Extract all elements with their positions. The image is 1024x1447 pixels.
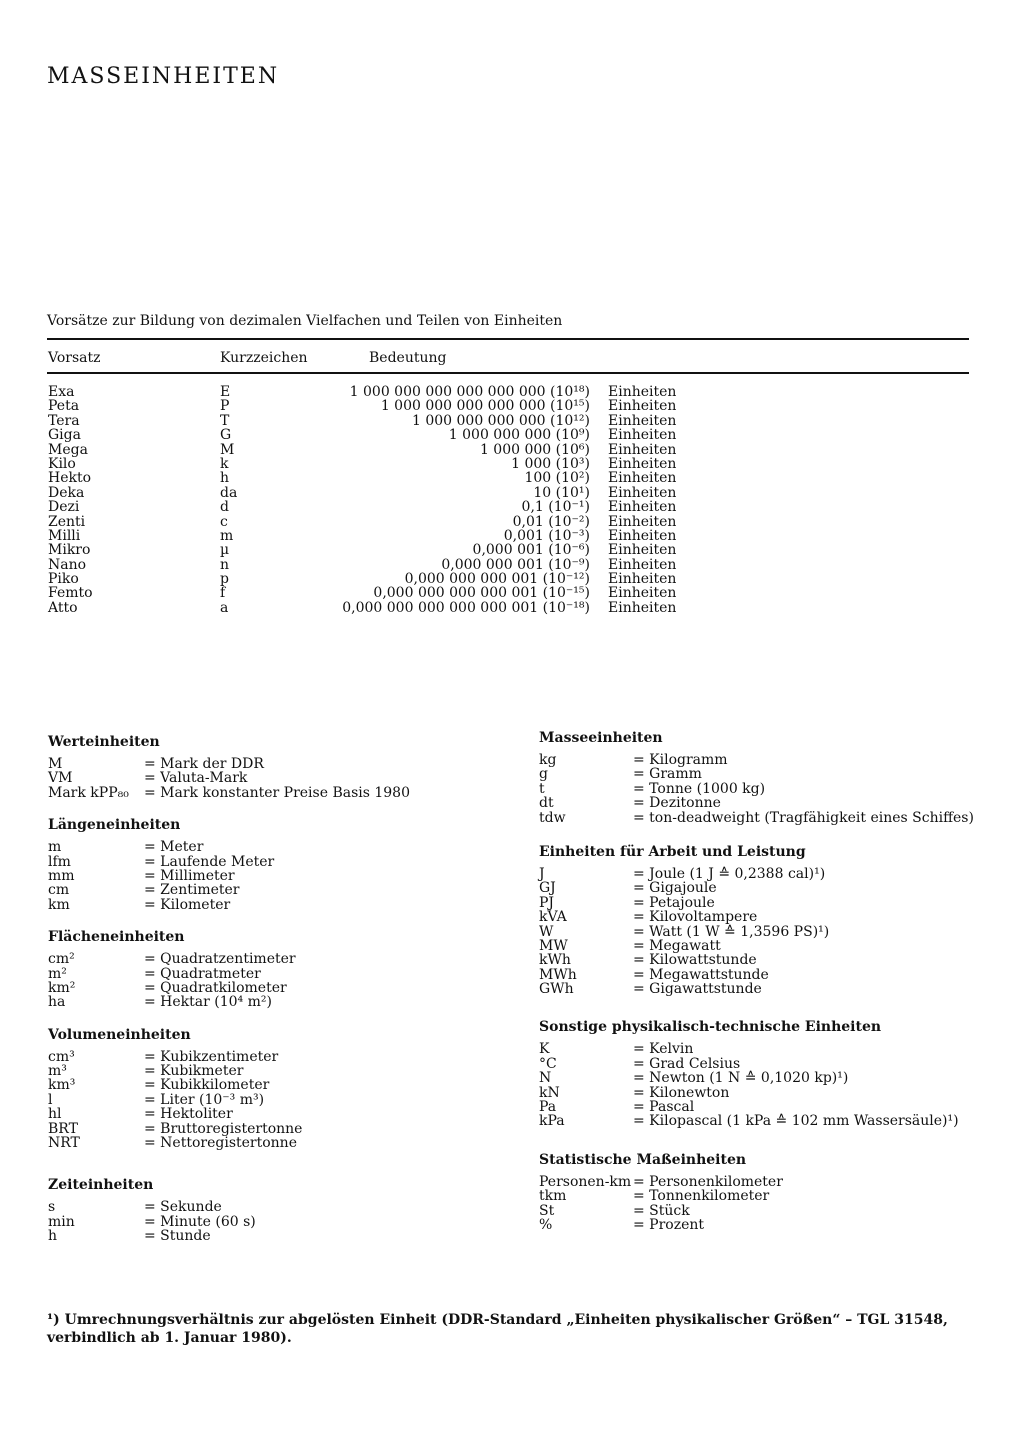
unit-description: = Kubikzentimeter <box>144 1048 279 1065</box>
header-kurzzeichen: Kurzzeichen <box>220 350 308 366</box>
prefix-symbol: d <box>220 499 229 516</box>
unit-description: = Sekunde <box>144 1199 222 1216</box>
list-item <box>539 1175 979 1189</box>
list-item <box>48 995 468 1009</box>
list-item <box>539 939 979 953</box>
unit-section <box>48 1026 468 1151</box>
unit-symbol: N <box>539 1070 552 1087</box>
prefix-symbol: E <box>220 384 231 400</box>
prefix-unit: Einheiten <box>608 571 677 588</box>
list-item <box>48 1122 468 1136</box>
unit-description: = Gigawattstunde <box>633 981 762 998</box>
unit-section <box>539 1018 979 1128</box>
unit-section <box>48 1176 468 1243</box>
unit-symbol: GJ <box>539 880 556 897</box>
unit-symbol: s <box>48 1199 56 1216</box>
prefix-name: Giga <box>48 427 81 444</box>
unit-description: = Watt (1 W ≙ 1,3596 PS)¹) <box>633 923 830 940</box>
unit-symbol: km³ <box>48 1077 76 1094</box>
list-item <box>48 786 468 800</box>
right-unit-column <box>539 729 979 1232</box>
unit-section <box>539 729 979 825</box>
list-item <box>539 896 979 910</box>
prefix-meaning: 1 000 000 (10⁶) <box>479 441 590 458</box>
unit-description: = Dezitonne <box>633 795 721 812</box>
prefix-name: Mega <box>48 441 88 458</box>
list-item <box>48 967 468 981</box>
unit-section <box>539 1151 979 1233</box>
list-item <box>539 1057 979 1071</box>
unit-symbol: BRT <box>48 1120 78 1137</box>
unit-description: = Tonne (1000 kg) <box>633 780 766 797</box>
unit-section <box>48 816 468 912</box>
unit-description: = Valuta-Mark <box>144 770 248 787</box>
unit-symbol: Mark kPP₈₀ <box>48 784 129 801</box>
unit-symbol: W <box>539 923 554 940</box>
unit-description: = Pascal <box>633 1099 695 1116</box>
unit-description: = Kilopascal (1 kPa ≙ 102 mm Wassersäule)¹) <box>633 1113 959 1130</box>
list-item <box>48 1064 468 1078</box>
unit-description: = Meter <box>144 839 204 856</box>
list-item <box>48 1107 468 1121</box>
prefix-name: Nano <box>48 556 87 573</box>
prefix-symbol: P <box>220 398 230 415</box>
unit-description: = ton-deadweight (Tragfähigkeit eines Schiffes) <box>633 809 974 826</box>
unit-description: = Kubikmeter <box>144 1063 244 1080</box>
list-item <box>48 1078 468 1092</box>
prefix-meaning: 0,1 (10⁻¹) <box>521 499 590 516</box>
unit-section <box>539 843 979 997</box>
unit-description: = Prozent <box>633 1216 705 1233</box>
list-item <box>539 1189 979 1203</box>
unit-description: = Mark der DDR <box>144 756 264 772</box>
prefix-meaning: 1 000 000 000 000 (10¹²) <box>411 412 590 429</box>
unit-description: = Kilowattstunde <box>633 952 757 969</box>
unit-section <box>48 928 468 1010</box>
prefix-unit: Einheiten <box>608 384 677 400</box>
unit-symbol: l <box>48 1091 53 1108</box>
prefix-meaning: 1 000 000 000 000 000 (10¹⁵) <box>380 398 590 415</box>
prefix-name: Milli <box>48 527 81 544</box>
prefix-unit: Einheiten <box>608 427 677 444</box>
list-item <box>48 1215 468 1229</box>
unit-description: = Gramm <box>633 766 702 783</box>
list-item <box>48 771 468 785</box>
prefix-unit: Einheiten <box>608 470 677 487</box>
unit-symbol: kN <box>539 1084 560 1101</box>
unit-description: = Nettoregistertonne <box>144 1135 297 1152</box>
prefix-symbol: G <box>220 427 232 444</box>
list-item <box>48 981 468 995</box>
prefix-meaning: 0,000 000 000 000 001 (10⁻¹⁵) <box>373 585 590 602</box>
table-row <box>0 515 1024 529</box>
prefix-meaning: 0,000 001 (10⁻⁶) <box>472 542 590 559</box>
prefix-table-caption: Vorsätze zur Bildung von dezimalen Vielfachen und Teilen von Einheiten <box>47 313 563 329</box>
prefix-symbol: c <box>220 513 228 530</box>
unit-symbol: m³ <box>48 1063 67 1080</box>
unit-description: = Liter (10⁻³ m³) <box>144 1091 265 1108</box>
list-item <box>48 1136 468 1150</box>
prefix-meaning: 1 000 000 000 000 000 000 (10¹⁸) <box>349 384 590 400</box>
section-title: Volumeneinheiten <box>48 1026 191 1043</box>
list-item <box>539 1218 979 1232</box>
unit-description: = Quadratkilometer <box>144 979 287 996</box>
table-row <box>0 399 1024 413</box>
list-item <box>539 811 979 825</box>
table-row <box>0 572 1024 586</box>
list-item <box>539 925 979 939</box>
header-bedeutung: Bedeutung <box>369 350 447 366</box>
prefix-name: Mikro <box>48 542 91 559</box>
list-item <box>48 1229 468 1243</box>
unit-symbol: cm² <box>48 951 75 968</box>
unit-symbol: cm³ <box>48 1048 75 1065</box>
unit-symbol: °C <box>539 1055 557 1072</box>
page-title: MASSEINHEITEN <box>47 64 280 89</box>
unit-description: = Newton (1 N ≙ 0,1020 kp)¹) <box>633 1070 849 1087</box>
table-row <box>0 486 1024 500</box>
unit-symbol: lfm <box>48 853 71 870</box>
list-item <box>539 1086 979 1100</box>
unit-symbol: dt <box>539 795 554 812</box>
unit-symbol: g <box>539 766 548 783</box>
unit-description: = Hektar (10⁴ m²) <box>144 994 272 1011</box>
list-item <box>48 869 468 883</box>
prefix-meaning: 100 (10²) <box>524 470 590 487</box>
table-top-rule <box>47 338 969 340</box>
unit-description: = Megawatt <box>633 937 721 954</box>
unit-description: = Minute (60 s) <box>144 1213 256 1230</box>
prefix-meaning: 1 000 (10³) <box>511 455 590 472</box>
unit-description: = Zentimeter <box>144 882 240 899</box>
header-vorsatz: Vorsatz <box>48 350 101 366</box>
table-row <box>0 558 1024 572</box>
unit-symbol: hl <box>48 1106 62 1123</box>
list-item <box>539 1204 979 1218</box>
unit-description: = Laufende Meter <box>144 853 275 870</box>
unit-symbol: PJ <box>539 894 555 911</box>
unit-description: = Megawattstunde <box>633 966 769 983</box>
list-item <box>539 910 979 924</box>
unit-symbol: mm <box>48 867 75 884</box>
list-item <box>539 953 979 967</box>
unit-symbol: tkm <box>539 1188 567 1205</box>
prefix-name: Exa <box>48 384 75 400</box>
prefix-unit: Einheiten <box>608 599 677 616</box>
prefix-symbol: T <box>220 412 230 429</box>
unit-description: = Stunde <box>144 1228 211 1245</box>
prefix-meaning: 0,000 000 000 000 000 001 (10⁻¹⁸) <box>342 599 590 616</box>
prefix-unit: Einheiten <box>608 542 677 559</box>
unit-symbol: kg <box>539 752 557 768</box>
unit-description: = Millimeter <box>144 867 235 884</box>
unit-symbol: kVA <box>539 909 567 926</box>
list-item <box>48 855 468 869</box>
prefix-meaning: 10 (10¹) <box>533 484 590 501</box>
list-item <box>539 782 979 796</box>
section-title: Flächeneinheiten <box>48 929 185 946</box>
prefix-meaning: 0,000 000 000 001 (10⁻¹²) <box>404 571 590 588</box>
unit-description: = Grad Celsius <box>633 1055 741 1072</box>
unit-symbol: t <box>539 780 545 797</box>
prefix-unit: Einheiten <box>608 585 677 602</box>
prefix-name: Femto <box>48 585 93 602</box>
prefix-name: Hekto <box>48 470 92 487</box>
prefix-meaning: 0,01 (10⁻²) <box>512 513 590 530</box>
list-item <box>539 753 979 767</box>
section-title: Zeiteinheiten <box>48 1177 154 1194</box>
unit-description: = Bruttoregistertonne <box>144 1120 303 1137</box>
list-item <box>48 883 468 897</box>
left-unit-column <box>48 733 468 1244</box>
unit-description: = Stück <box>633 1202 690 1219</box>
list-item <box>539 1071 979 1085</box>
section-title: Statistische Maßeinheiten <box>539 1151 747 1168</box>
unit-description: = Tonnenkilometer <box>633 1188 770 1205</box>
unit-symbol: St <box>539 1202 555 1219</box>
section-title: Werteinheiten <box>48 734 160 750</box>
section-title: Sonstige physikalisch-technische Einheiten <box>539 1019 882 1036</box>
table-row <box>0 500 1024 514</box>
table-header-rule <box>47 372 969 374</box>
list-item <box>539 1100 979 1114</box>
prefix-symbol: k <box>220 455 229 472</box>
table-row <box>0 428 1024 442</box>
prefix-unit: Einheiten <box>608 527 677 544</box>
list-item <box>539 968 979 982</box>
table-row <box>0 385 1024 399</box>
unit-description: = Quadratzentimeter <box>144 951 296 968</box>
unit-symbol: kPa <box>539 1113 565 1130</box>
table-row <box>0 443 1024 457</box>
prefix-symbol: m <box>220 527 234 544</box>
unit-description: = Joule (1 J ≙ 0,2388 cal)¹) <box>633 865 826 882</box>
prefix-symbol: µ <box>220 542 230 559</box>
unit-symbol: km² <box>48 979 76 996</box>
list-item <box>539 767 979 781</box>
prefix-table <box>0 385 1024 615</box>
list-item <box>539 796 979 810</box>
prefix-unit: Einheiten <box>608 441 677 458</box>
unit-description: = Mark konstanter Preise Basis 1980 <box>144 784 410 801</box>
list-item <box>48 898 468 912</box>
prefix-name: Kilo <box>48 455 76 472</box>
unit-symbol: J <box>539 865 545 882</box>
unit-symbol: M <box>48 756 63 772</box>
list-item <box>48 1050 468 1064</box>
unit-symbol: kWh <box>539 952 571 969</box>
prefix-unit: Einheiten <box>608 556 677 573</box>
unit-symbol: tdw <box>539 809 566 826</box>
unit-description: = Kilogramm <box>633 752 728 768</box>
prefix-name: Deka <box>48 484 85 501</box>
unit-symbol: VM <box>48 770 73 787</box>
table-row <box>0 529 1024 543</box>
unit-section <box>48 733 468 800</box>
prefix-name: Tera <box>48 412 80 429</box>
unit-description: = Personenkilometer <box>633 1173 783 1190</box>
table-row <box>0 601 1024 615</box>
list-item <box>539 1114 979 1128</box>
unit-symbol: MW <box>539 937 568 954</box>
prefix-name: Zenti <box>48 513 86 530</box>
prefix-symbol: p <box>220 571 229 588</box>
unit-description: = Kelvin <box>633 1041 694 1058</box>
unit-description: = Kilonewton <box>633 1084 730 1101</box>
prefix-symbol: da <box>220 484 238 501</box>
section-title: Längeneinheiten <box>48 817 181 834</box>
prefix-symbol: f <box>220 585 226 602</box>
table-row <box>0 457 1024 471</box>
table-row <box>0 471 1024 485</box>
unit-symbol: MWh <box>539 966 577 983</box>
list-item <box>48 840 468 854</box>
prefix-unit: Einheiten <box>608 484 677 501</box>
unit-description: = Gigajoule <box>633 880 717 897</box>
list-item <box>48 1200 468 1214</box>
unit-description: = Kilometer <box>144 896 231 913</box>
prefix-unit: Einheiten <box>608 499 677 516</box>
unit-symbol: m <box>48 839 62 856</box>
table-row <box>0 543 1024 557</box>
prefix-name: Piko <box>48 571 79 588</box>
list-item <box>539 1042 979 1056</box>
list-item <box>48 757 468 771</box>
unit-symbol: h <box>48 1228 58 1245</box>
unit-symbol: ha <box>48 994 66 1011</box>
list-item <box>539 982 979 996</box>
unit-symbol: K <box>539 1041 550 1058</box>
prefix-meaning: 1 000 000 000 (10⁹) <box>448 427 590 444</box>
prefix-symbol: n <box>220 556 230 573</box>
prefix-unit: Einheiten <box>608 398 677 415</box>
unit-description: = Kilovoltampere <box>633 909 758 926</box>
unit-symbol: min <box>48 1213 75 1230</box>
prefix-meaning: 0,001 (10⁻³) <box>503 527 590 544</box>
list-item <box>48 1093 468 1107</box>
section-title: Einheiten für Arbeit und Leistung <box>539 843 806 860</box>
list-item <box>539 881 979 895</box>
prefix-meaning: 0,000 000 001 (10⁻⁹) <box>441 556 590 573</box>
unit-symbol: NRT <box>48 1135 80 1152</box>
unit-description: = Kubikkilometer <box>144 1077 270 1094</box>
prefix-unit: Einheiten <box>608 412 677 429</box>
footnote: ¹) Umrechnungsverhältnis zur abgelösten Einheit (DDR-Standard „Einheiten physikalischer Größen“ – TGL 31548, verbindlich ab 1. Januar 1980). <box>47 1312 948 1346</box>
unit-symbol: km <box>48 896 70 913</box>
section-title: Masseeinheiten <box>539 730 663 746</box>
unit-symbol: m² <box>48 965 67 982</box>
list-item <box>48 952 468 966</box>
table-row <box>0 414 1024 428</box>
unit-symbol: % <box>539 1216 553 1233</box>
prefix-name: Atto <box>48 599 78 616</box>
list-item <box>539 867 979 881</box>
table-row <box>0 586 1024 600</box>
unit-description: = Hektoliter <box>144 1106 233 1123</box>
prefix-symbol: h <box>220 470 230 487</box>
unit-symbol: GWh <box>539 981 574 998</box>
prefix-name: Peta <box>48 398 80 415</box>
unit-symbol: Personen-km <box>539 1173 632 1190</box>
prefix-symbol: a <box>220 599 229 616</box>
prefix-symbol: M <box>220 441 235 458</box>
unit-description: = Quadratmeter <box>144 965 261 982</box>
unit-symbol: cm <box>48 882 70 899</box>
unit-symbol: Pa <box>539 1099 557 1116</box>
prefix-unit: Einheiten <box>608 455 677 472</box>
unit-description: = Petajoule <box>633 894 715 911</box>
prefix-name: Dezi <box>48 499 80 516</box>
prefix-unit: Einheiten <box>608 513 677 530</box>
